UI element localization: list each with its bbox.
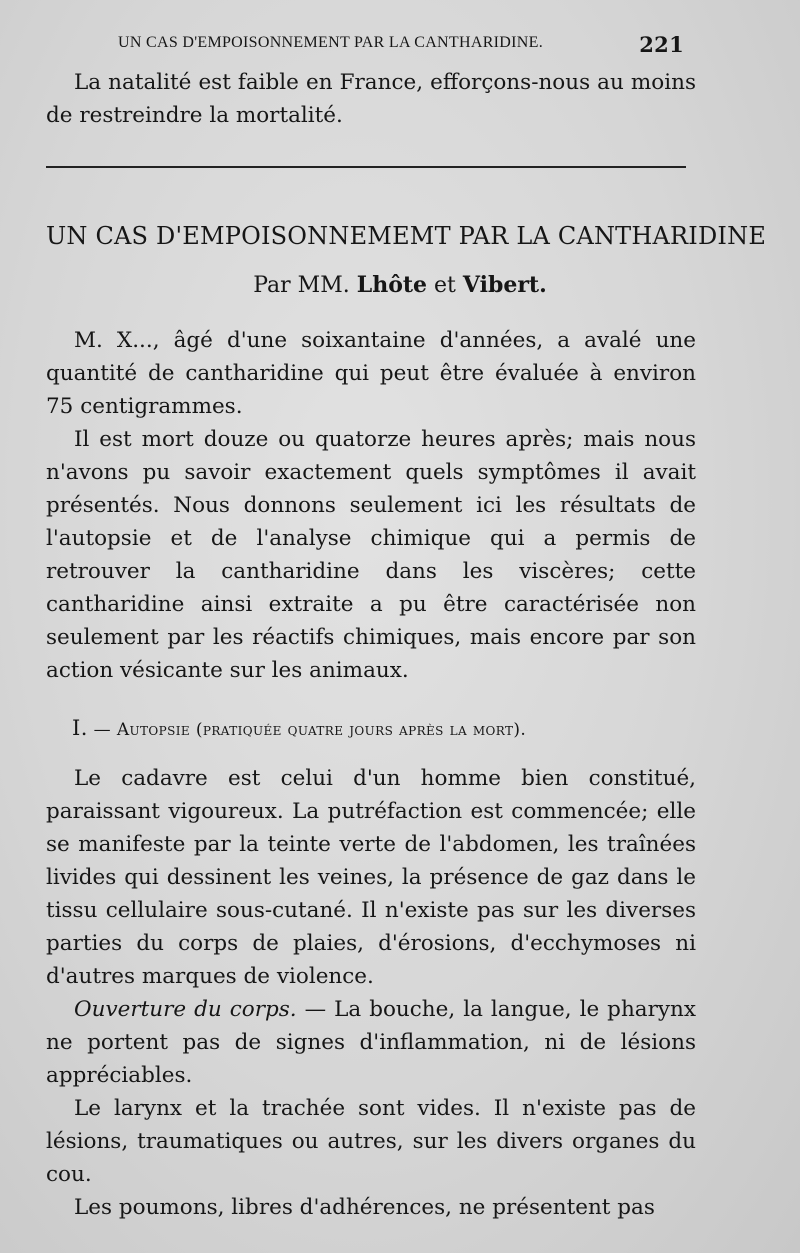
section-title: Autopsie (pratiquée quatre jours après la mort). <box>116 720 527 740</box>
byline-prefix: Par MM. <box>253 273 350 298</box>
paragraph-1: M. X..., âgé d'une soixantaine d'années, a avalé une quantité de cantharidine qui peut être évaluée à environ 75 centigrammes. <box>46 328 696 419</box>
autopsy-body <box>46 762 696 1224</box>
intro-body <box>46 324 696 687</box>
opening-lines: La natalité est faible en France, efforçons-nous au moins de restreindre la mortalité. <box>46 70 696 128</box>
section-dash: — <box>93 720 111 740</box>
byline-and: et <box>434 273 456 298</box>
autopsy-paragraph-4: Les poumons, libres d'adhérences, ne présentent pas <box>74 1195 655 1220</box>
opening-paragraph <box>46 66 696 132</box>
section-number: I. <box>72 716 88 740</box>
autopsy-subheading: Ouverture du corps. <box>74 997 297 1022</box>
page-number: 221 <box>639 32 684 57</box>
article-title: UN CAS D'EMPOISONNEMEMT PAR LA CANTHARIDINE <box>46 222 767 250</box>
running-head: UN CAS D'EMPOISONNEMENT PAR LA CANTHARIDINE. <box>118 34 544 51</box>
section-divider <box>46 166 686 168</box>
autopsy-paragraph-2 <box>46 993 696 1092</box>
autopsy-paragraph-2-text: — La bouche, la langue, le pharynx ne portent pas de signes d'inflammation, ni de lésions appréciables. <box>46 997 697 1088</box>
autopsy-paragraph-3: Le larynx et la trachée sont vides. Il n'existe pas de lésions, traumatiques ou autres, sur les divers organes du cou. <box>46 1096 696 1187</box>
author-1: Lhôte <box>356 272 428 298</box>
byline <box>0 272 800 298</box>
autopsy-paragraph-1: Le cadavre est celui d'un homme bien constitué, paraissant vigoureux. La putréfaction est commencée; elle se manifeste par la teinte verte de l'abdomen, les traînées livides qui dessinent les veines, la présence de gaz dans le tissu cellulaire sous-cutané. Il n'existe pas sur les diverses parties du corps de plaies, d'érosions, d'ecchymoses ni d'autres marques de violence. <box>46 766 696 989</box>
paragraph-2: Il est mort douze ou quatorze heures après; mais nous n'avons pu savoir exactement quels symptômes il avait présentés. Nous donnons seulement ici les résultats de l'autopsie et de l'analyse chimique qui a permis de retrouver la cantharidine dans les viscères; cette cantharidine ainsi extraite a pu être caractérisée non seulement par les réactifs chimiques, mais encore par son action vésicante sur les animaux. <box>46 427 696 683</box>
running-header <box>118 32 684 57</box>
author-2: Vibert. <box>462 272 547 298</box>
section-heading <box>72 716 526 740</box>
